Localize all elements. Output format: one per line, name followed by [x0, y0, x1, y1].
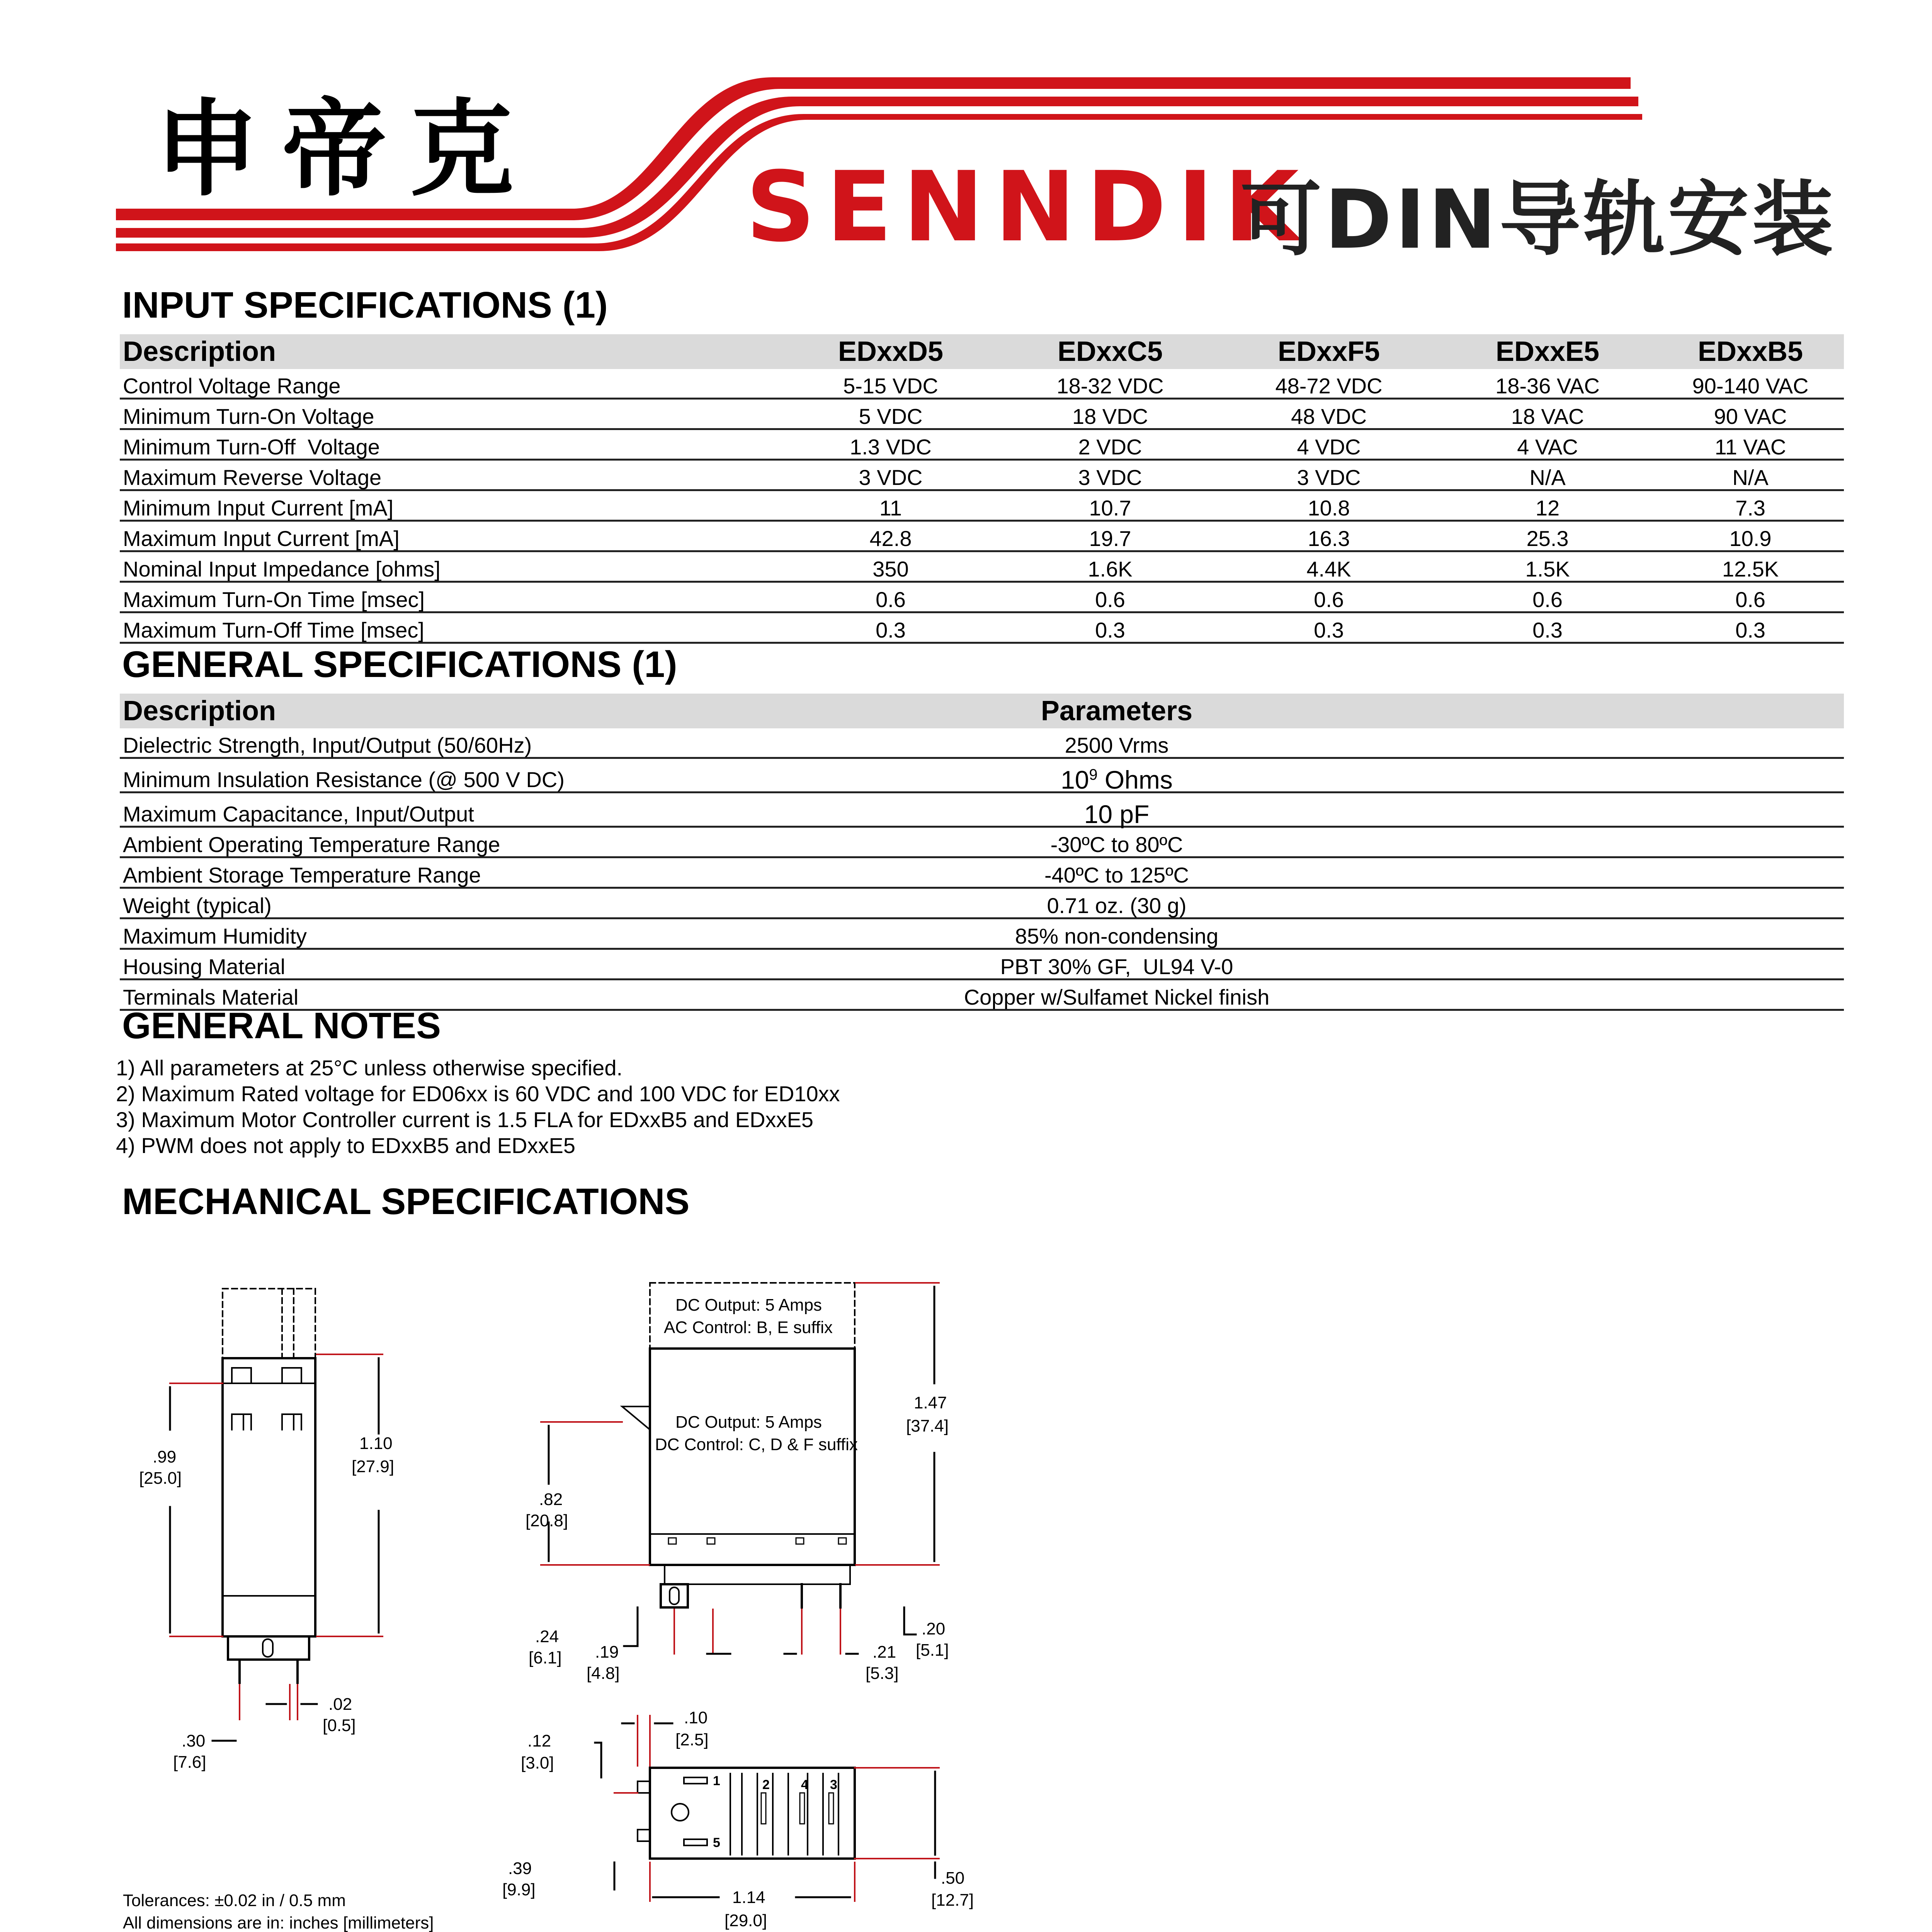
- dim-010: .10: [684, 1708, 708, 1727]
- general-notes-title: GENERAL NOTES: [122, 1005, 441, 1046]
- dim-020-mm: [5.1]: [916, 1641, 949, 1660]
- row-label: Maximum Turn-On Time [msec]: [120, 582, 781, 612]
- row-label: Maximum Reverse Voltage: [120, 460, 781, 490]
- cell-value: 16.3: [1219, 521, 1438, 551]
- dim-002: .02: [328, 1695, 352, 1714]
- row-label: Minimum Insulation Resistance (@ 500 V DC): [120, 758, 781, 793]
- dim-039-mm: [9.9]: [502, 1880, 536, 1899]
- cell-value: 350: [781, 551, 1001, 582]
- column-header: EDxxF5: [1219, 334, 1438, 369]
- cell-value: N/A: [1438, 460, 1657, 490]
- cell-value: 0.3: [1219, 612, 1438, 643]
- general-specs-title: GENERAL SPECIFICATIONS (1): [122, 644, 677, 685]
- cell-value: 3 VDC: [781, 460, 1001, 490]
- table-row: [120, 612, 1844, 643]
- table-row: [120, 918, 1844, 949]
- bottom-view-dim-arrows: [595, 1723, 935, 1897]
- tolerance-note: [123, 1889, 434, 1932]
- table-row: [120, 490, 1844, 521]
- dim-012-mm: [3.0]: [521, 1753, 554, 1772]
- cell-value: 18-32 VDC: [1001, 369, 1219, 399]
- dim-024: .24: [535, 1627, 559, 1646]
- table-row: [120, 551, 1844, 582]
- cell-blank: [1453, 857, 1844, 888]
- table-row: [120, 758, 1844, 793]
- front-view-dims: [541, 1283, 939, 1654]
- dim-019: .19: [595, 1643, 619, 1662]
- table-row: [120, 521, 1844, 551]
- column-header: EDxxB5: [1657, 334, 1844, 369]
- note-item: 2) Maximum Rated voltage for ED06xx is 60 VDC and 100 VDC for ED10xx: [116, 1082, 840, 1106]
- table-row: [120, 888, 1844, 918]
- dim-147-mm: [37.4]: [906, 1417, 949, 1435]
- dim-050: .50: [941, 1869, 965, 1888]
- row-label: Maximum Turn-Off Time [msec]: [120, 612, 781, 643]
- cell-value: 0.6: [1657, 582, 1844, 612]
- bottom-view: [638, 1768, 855, 1859]
- cell-value: PBT 30% GF, UL94 V-0: [781, 949, 1453, 980]
- column-header: EDxxD5: [781, 334, 1001, 369]
- row-label: Control Voltage Range: [120, 369, 781, 399]
- table-row: [120, 399, 1844, 429]
- dim-021-mm: [5.3]: [866, 1664, 899, 1683]
- row-label: Minimum Turn-On Voltage: [120, 399, 781, 429]
- table-row: [120, 827, 1844, 857]
- note-item: 1) All parameters at 25°C unless otherwise specified.: [116, 1056, 623, 1080]
- row-label: Terminals Material: [120, 980, 781, 1010]
- cell-value: 0.3: [781, 612, 1001, 643]
- cell-value: 10.8: [1219, 490, 1438, 521]
- side-view-dims: [170, 1354, 383, 1719]
- cell-blank: [1453, 888, 1844, 918]
- dim-020: .20: [922, 1619, 946, 1638]
- row-label: Maximum Humidity: [120, 918, 781, 949]
- cell-value: 10.7: [1001, 490, 1219, 521]
- logo-chinese: 申帝克: [155, 87, 537, 210]
- cell-value: 0.6: [1219, 582, 1438, 612]
- cell-value: 48 VDC: [1219, 399, 1438, 429]
- dc-output-label-dc: DC Output: 5 Amps: [675, 1413, 822, 1432]
- note-item: 4) PWM does not apply to EDxxB5 and EDxxE5: [116, 1133, 575, 1158]
- dim-021: .21: [872, 1643, 896, 1662]
- cell-value: 0.3: [1001, 612, 1219, 643]
- cell-value: 5-15 VDC: [781, 369, 1001, 399]
- table-row: [120, 429, 1844, 460]
- cell-blank: [1453, 918, 1844, 949]
- dim-024-mm: [6.1]: [529, 1648, 562, 1667]
- row-label: Minimum Turn-Off Voltage: [120, 429, 781, 460]
- column-header-blank: [1453, 694, 1844, 728]
- column-header: Description: [120, 334, 781, 369]
- dim-012: .12: [527, 1731, 551, 1750]
- table-row: [120, 369, 1844, 399]
- ac-control-label: AC Control: B, E suffix: [664, 1318, 833, 1337]
- dim-099-mm: [25.0]: [139, 1469, 182, 1488]
- cell-value: 0.3: [1657, 612, 1844, 643]
- cell-blank: [1453, 728, 1844, 758]
- general-specs-table: [120, 694, 1844, 1011]
- dim-082-mm: [20.8]: [526, 1511, 568, 1530]
- cell-blank: [1453, 793, 1844, 827]
- table-row: [120, 793, 1844, 827]
- row-label: Housing Material: [120, 949, 781, 980]
- cell-value: 1.3 VDC: [781, 429, 1001, 460]
- cell-value: 11 VAC: [1657, 429, 1844, 460]
- cell-value: 25.3: [1438, 521, 1657, 551]
- row-label: Maximum Input Current [mA]: [120, 521, 781, 551]
- cell-value: -30ºC to 80ºC: [781, 827, 1453, 857]
- cell-value: 3 VDC: [1219, 460, 1438, 490]
- cell-value: [781, 758, 1453, 793]
- side-view-dim-arrows: [170, 1358, 379, 1741]
- row-label: Weight (typical): [120, 888, 781, 918]
- column-header: EDxxE5: [1438, 334, 1657, 369]
- cell-value: 4 VDC: [1219, 429, 1438, 460]
- column-header: Description: [120, 694, 781, 728]
- cell-blank: [1453, 827, 1844, 857]
- dim-147: 1.47: [914, 1393, 947, 1412]
- cell-value: 4.4K: [1219, 551, 1438, 582]
- dim-002-mm: [0.5]: [323, 1716, 356, 1735]
- dim-050-mm: [12.7]: [931, 1891, 974, 1910]
- insulation-unit: Ohms: [1097, 765, 1173, 794]
- table-row: [120, 857, 1844, 888]
- cell-value: 11: [781, 490, 1001, 521]
- pin-label: 1: [713, 1774, 720, 1788]
- dim-110: 1.10: [359, 1434, 393, 1453]
- cell-blank: [1453, 949, 1844, 980]
- brand-name: SENNDIK: [746, 151, 1310, 263]
- table-row: [120, 728, 1844, 758]
- dim-099: .99: [153, 1447, 177, 1466]
- dim-019-mm: [4.8]: [587, 1664, 620, 1683]
- note-item: 3) Maximum Motor Controller current is 1.5 FLA for EDxxB5 and EDxxE5: [116, 1107, 814, 1132]
- side-view: [223, 1289, 315, 1683]
- dim-082: .82: [539, 1490, 563, 1509]
- dim-110-mm: [27.9]: [352, 1457, 395, 1476]
- cell-value: -40ºC to 125ºC: [781, 857, 1453, 888]
- cell-value: 0.6: [1001, 582, 1219, 612]
- cell-value: 12.5K: [1657, 551, 1844, 582]
- pin-label: 4: [801, 1777, 808, 1792]
- cell-value: 12: [1438, 490, 1657, 521]
- notes-list: [116, 1055, 840, 1158]
- row-label: Ambient Operating Temperature Range: [120, 827, 781, 857]
- table-row: [120, 460, 1844, 490]
- dim-039: .39: [508, 1859, 532, 1878]
- mechanical-specs-title: MECHANICAL SPECIFICATIONS: [122, 1181, 690, 1222]
- table-row: [120, 582, 1844, 612]
- cell-value: 10 pF: [781, 793, 1453, 827]
- cell-value: 2 VDC: [1001, 429, 1219, 460]
- cell-value: 18-36 VAC: [1438, 369, 1657, 399]
- brand-suffix: 可DIN导轨安装: [1240, 172, 1837, 267]
- bottom-view-dims: [614, 1716, 939, 1901]
- cell-blank: [1453, 758, 1844, 793]
- column-header: EDxxC5: [1001, 334, 1219, 369]
- cell-value: 19.7: [1001, 521, 1219, 551]
- input-specs-title: INPUT SPECIFICATIONS (1): [122, 284, 608, 326]
- cell-value: 0.6: [1438, 582, 1657, 612]
- pin-label: 2: [762, 1777, 770, 1792]
- cell-value: 85% non-condensing: [781, 918, 1453, 949]
- tolerance-line: Tolerances: ±0.02 in / 0.5 mm: [123, 1891, 346, 1910]
- cell-value: 48-72 VDC: [1219, 369, 1438, 399]
- dim-114-mm: [29.0]: [724, 1911, 767, 1930]
- cell-value: 0.71 oz. (30 g): [781, 888, 1453, 918]
- cell-value: 5 VDC: [781, 399, 1001, 429]
- cell-value: 1.5K: [1438, 551, 1657, 582]
- cell-value: 1.6K: [1001, 551, 1219, 582]
- dc-output-label-ac: DC Output: 5 Amps: [675, 1296, 822, 1315]
- pin-label: 5: [713, 1835, 720, 1850]
- insulation-base: 10: [1061, 765, 1089, 794]
- dim-030-mm: [7.6]: [173, 1753, 206, 1772]
- cell-value: 7.3: [1657, 490, 1844, 521]
- row-label: Ambient Storage Temperature Range: [120, 857, 781, 888]
- cell-value: N/A: [1657, 460, 1844, 490]
- cell-value: 90-140 VAC: [1657, 369, 1844, 399]
- cell-value: 0.6: [781, 582, 1001, 612]
- pin-label: 3: [830, 1777, 837, 1792]
- cell-value: 90 VAC: [1657, 399, 1844, 429]
- dim-010-mm: [2.5]: [675, 1730, 709, 1749]
- units-line: All dimensions are in: inches [millimeters]: [123, 1913, 434, 1932]
- cell-value: Copper w/Sulfamet Nickel finish: [781, 980, 1453, 1010]
- table-row: [120, 949, 1844, 980]
- row-label: Minimum Input Current [mA]: [120, 490, 781, 521]
- cell-blank: [1453, 980, 1844, 1010]
- cell-value: 18 VDC: [1001, 399, 1219, 429]
- dc-control-label: DC Control: C, D & F suffix: [655, 1435, 858, 1454]
- column-header: Parameters: [781, 694, 1453, 728]
- cell-value: 10.9: [1657, 521, 1844, 551]
- row-label: Dielectric Strength, Input/Output (50/60Hz): [120, 728, 781, 758]
- cell-value: 18 VAC: [1438, 399, 1657, 429]
- cell-value: 42.8: [781, 521, 1001, 551]
- dim-114: 1.14: [732, 1888, 765, 1907]
- dim-030: .30: [182, 1731, 206, 1750]
- cell-value: 3 VDC: [1001, 460, 1219, 490]
- cell-value: 2500 Vrms: [781, 728, 1453, 758]
- row-label: Nominal Input Impedance [ohms]: [120, 551, 781, 582]
- insulation-exponent: 9: [1089, 766, 1098, 783]
- mechanical-drawing: [116, 1267, 1005, 1932]
- input-specs-table: [120, 334, 1844, 644]
- cell-value: 0.3: [1438, 612, 1657, 643]
- cell-value: 4 VAC: [1438, 429, 1657, 460]
- row-label: Maximum Capacitance, Input/Output: [120, 793, 781, 827]
- front-view-dim-arrows: [549, 1287, 934, 1654]
